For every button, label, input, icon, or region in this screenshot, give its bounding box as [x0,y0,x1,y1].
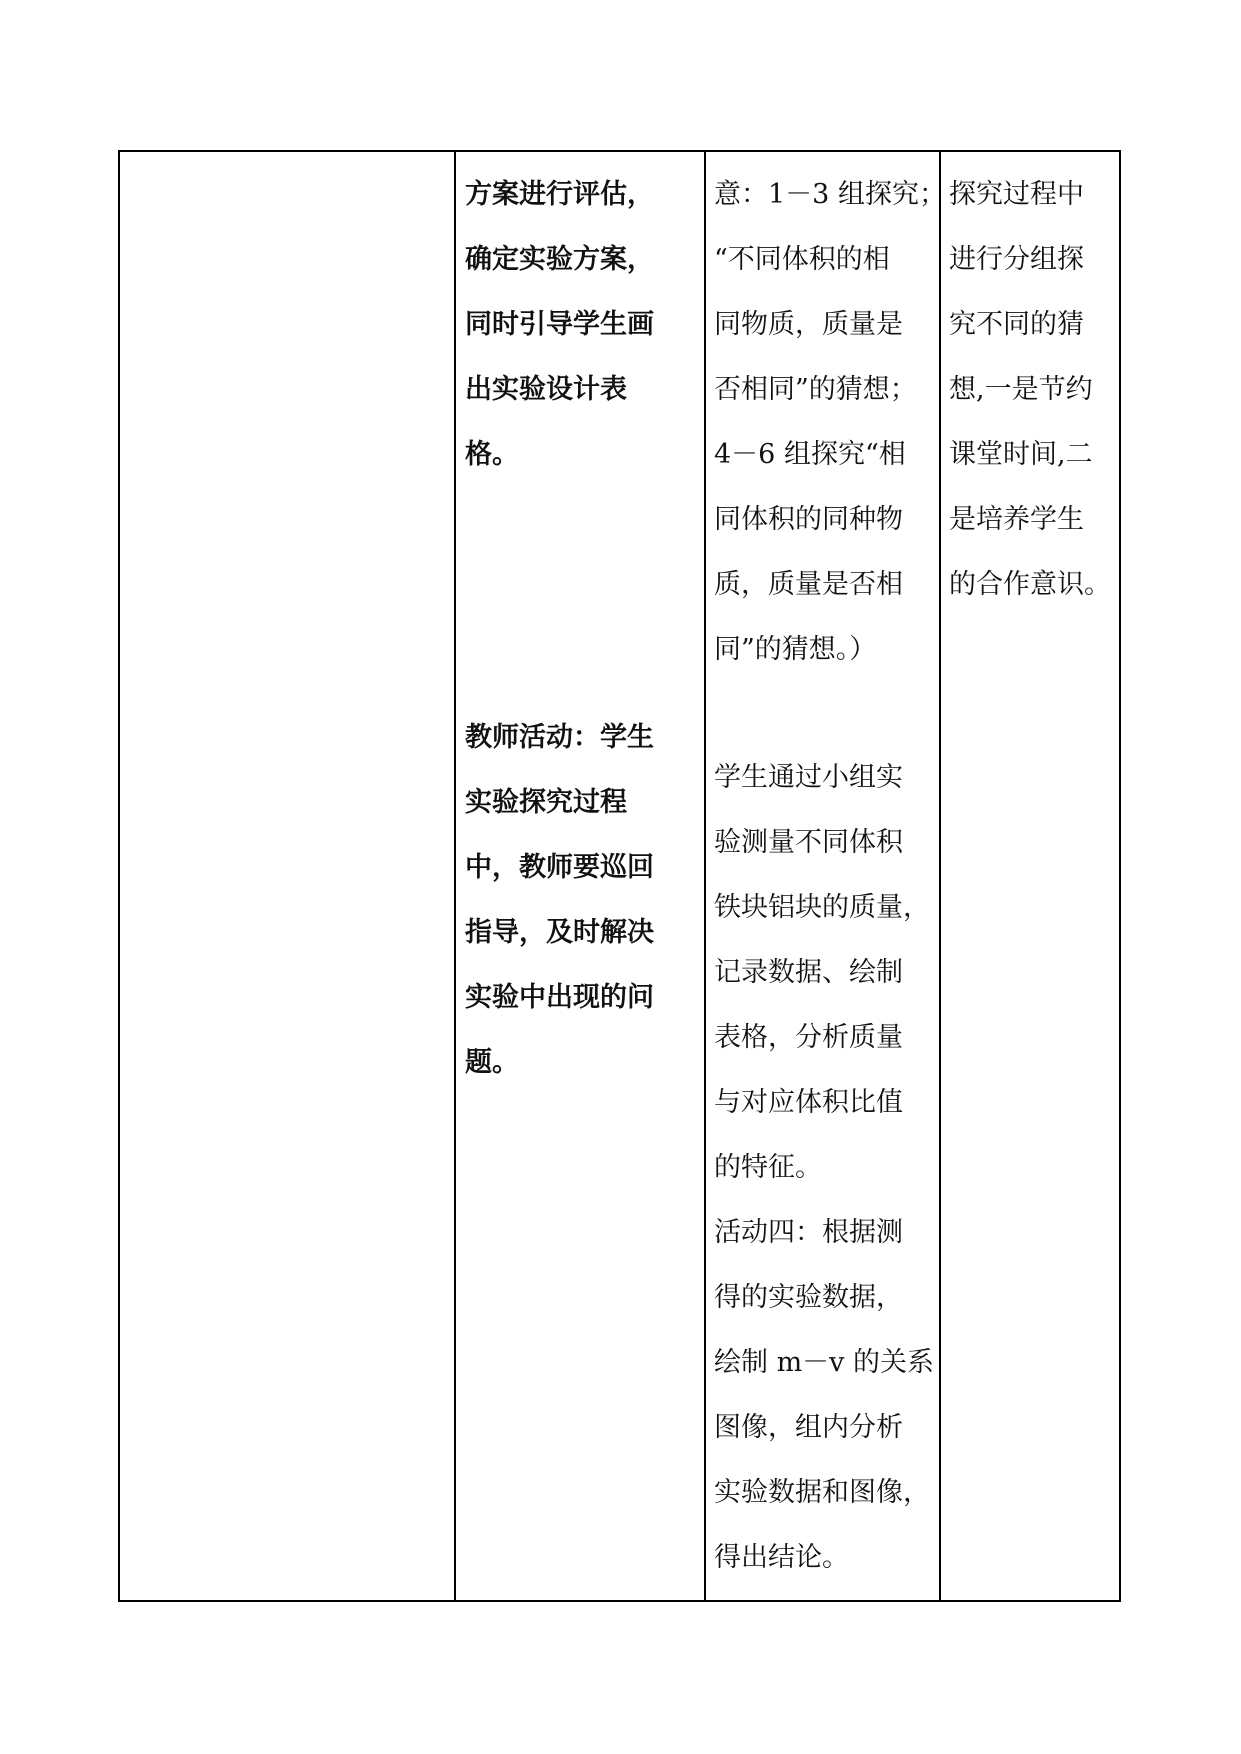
text-line: 学生通过小组实 [714,762,903,793]
text-line: 4－6 组探究“相 [714,439,906,470]
column-divider-2 [704,150,706,1602]
table-left-border [118,150,120,1602]
text-line: 想,一是节约 [949,374,1093,405]
text-line: 实验数据和图像， [714,1477,930,1508]
text-line: 同体积的同种物 [714,504,903,535]
text-line: 进行分组探 [949,244,1084,275]
text-line: 实验探究过程 [465,787,627,818]
text-line: 究不同的猜 [949,309,1084,340]
text-line: 实验中出现的问 [465,982,654,1013]
text-line: 的特征。 [714,1152,822,1183]
table-top-border [118,150,1121,152]
text-line: 同物质，质量是 [714,309,903,340]
text-line: 课堂时间,二 [949,439,1093,470]
text-line: 得的实验数据， [714,1282,903,1313]
text-line: 确定实验方案， [465,244,654,275]
column-divider-3 [939,150,941,1602]
text-line: 活动四：根据测 [714,1217,903,1248]
text-line: 指导，及时解决 [465,917,654,948]
text-line: 否相同”的猜想； [714,374,917,405]
text-line: 得出结论。 [714,1542,849,1573]
text-line: “不同体积的相 [714,244,890,275]
text-line: 质，质量是否相 [714,569,903,600]
table-bottom-border [118,1600,1121,1602]
text-line: 表格，分析质量 [714,1022,903,1053]
text-line: 的合作意识。 [949,569,1111,600]
text-line: 探究过程中 [949,179,1084,210]
text-line: 验测量不同体积 [714,827,903,858]
text-line: 出实验设计表 [465,374,627,405]
text-line: 同时引导学生画 [465,309,654,340]
text-line: 记录数据、绘制 [714,957,903,988]
text-line: 铁块铝块的质量， [714,892,930,923]
text-line: 意：1－3 组探究； [714,179,946,210]
column-divider-1 [454,150,456,1602]
text-line: 同”的猜想。） [714,634,877,665]
text-line: 是培养学生 [949,504,1084,535]
table-right-border [1119,150,1121,1602]
text-line: 与对应体积比值 [714,1087,903,1118]
text-line: 教师活动：学生 [465,722,654,753]
text-line: 题。 [465,1047,519,1078]
text-line: 中，教师要巡回 [465,852,654,883]
text-line: 图像，组内分析 [714,1412,903,1443]
text-line: 方案进行评估， [465,179,654,210]
text-line: 格。 [465,439,519,470]
text-line: 绘制 m－v 的关系 [714,1347,935,1378]
